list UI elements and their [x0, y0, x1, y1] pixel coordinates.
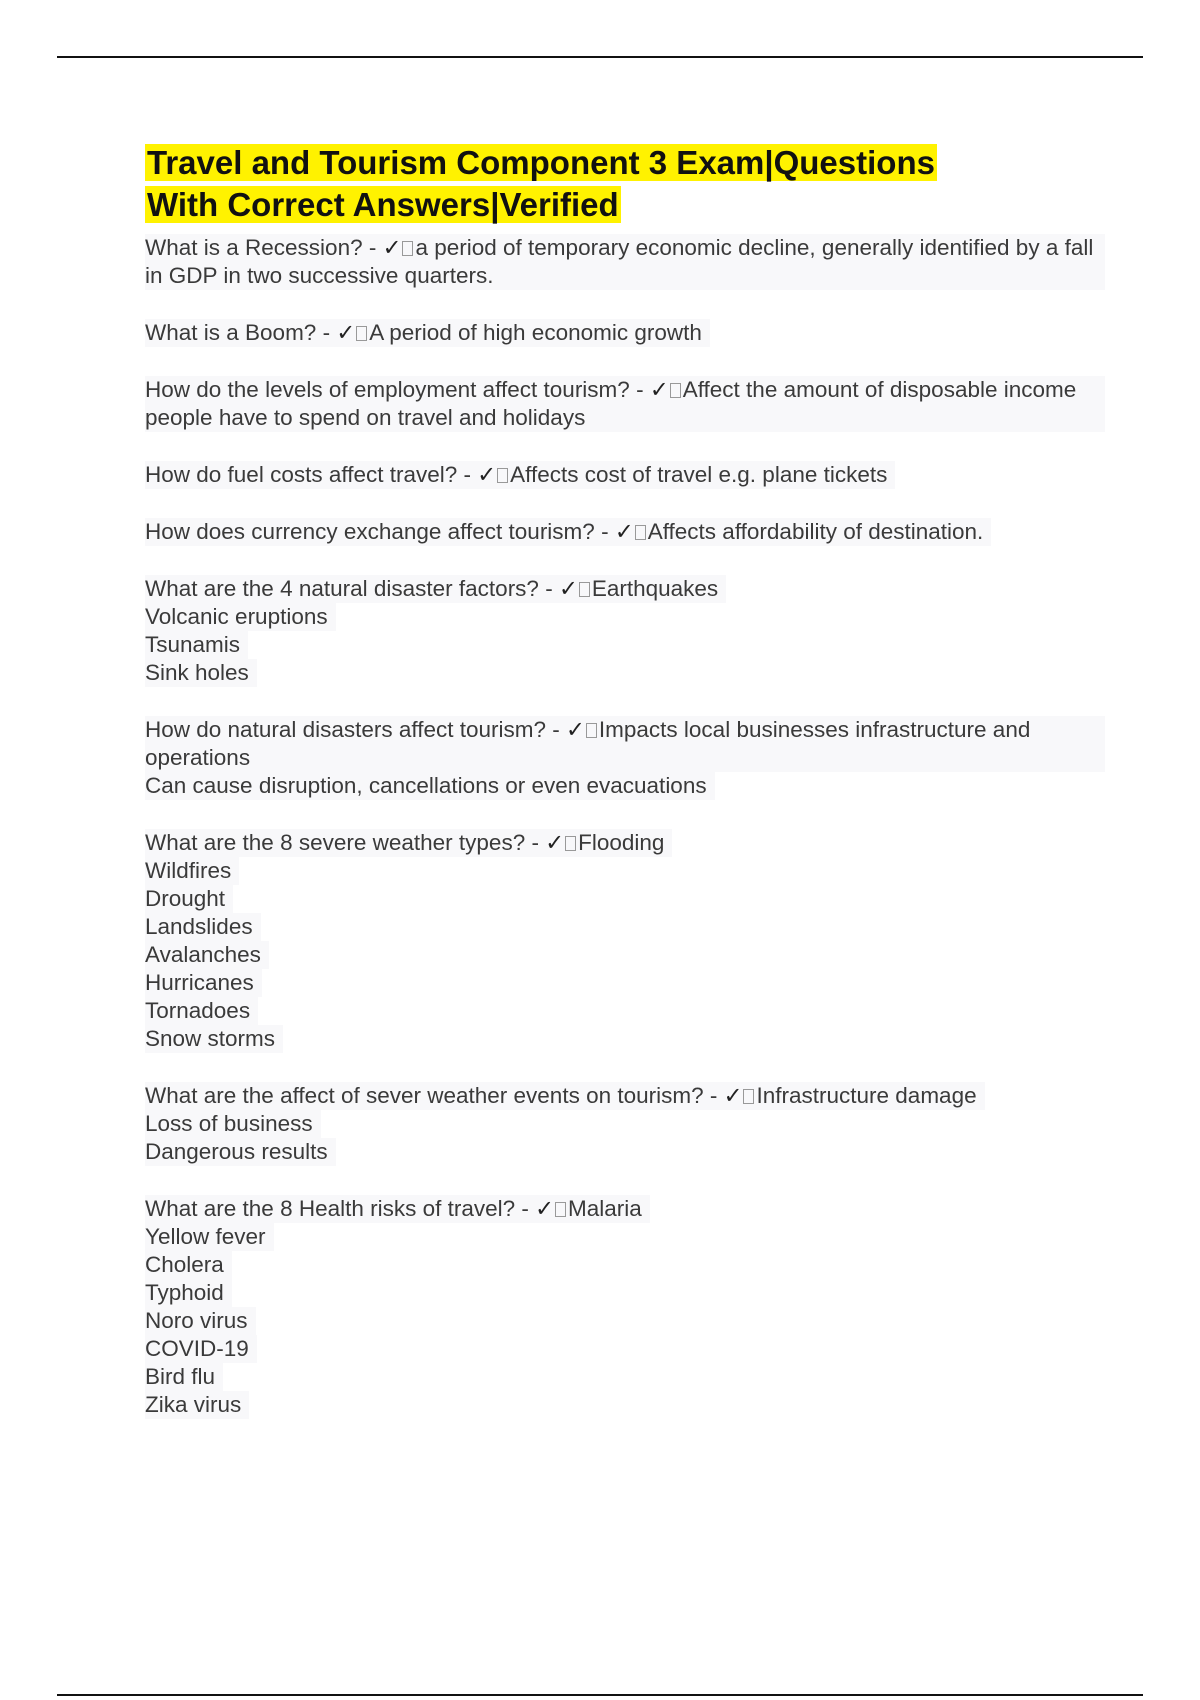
answer-line: Landslides [145, 913, 261, 941]
missing-glyph-icon [402, 241, 413, 256]
qa-line [145, 319, 710, 347]
answer-text: Malaria [568, 1196, 642, 1221]
qa-line [145, 1082, 985, 1110]
checkmark-icon: ✓ [649, 377, 669, 403]
answer-line: Can cause disruption, cancellations or even evacuations [145, 772, 715, 800]
answer-line: Bird flu [145, 1363, 223, 1391]
question-text: What is a Boom? [145, 320, 317, 345]
qa-line [145, 376, 1105, 432]
missing-glyph-icon [565, 836, 576, 851]
missing-glyph-icon [579, 582, 590, 597]
qa-line [145, 1195, 650, 1223]
separator: - [546, 717, 567, 742]
qa-item [145, 1082, 1105, 1166]
question-text: How does currency exchange affect tourism? [145, 519, 595, 544]
answer-text: Affects cost of travel e.g. plane tickets [510, 462, 888, 487]
answer-text: Infrastructure damage [756, 1083, 977, 1108]
question-text: What are the 8 Health risks of travel? [145, 1196, 516, 1221]
checkmark-icon: ✓ [723, 1083, 743, 1109]
answer-line: Sink holes [145, 659, 257, 687]
qa-item [145, 319, 1105, 347]
qa-item [145, 461, 1105, 489]
answer-text: Impacts local businesses infrastructure and operations [145, 717, 1031, 770]
separator: - [316, 320, 337, 345]
checkmark-icon: ✓ [614, 519, 634, 545]
separator: - [629, 377, 650, 402]
question-text: How do the levels of employment affect tourism? [145, 377, 630, 402]
question-text: What are the affect of sever weather events on tourism? [145, 1083, 704, 1108]
separator: - [457, 462, 478, 487]
missing-glyph-icon [497, 468, 508, 483]
qa-item [145, 575, 1105, 687]
qa-item [145, 716, 1105, 800]
question-text: How do natural disasters affect tourism? [145, 717, 547, 742]
separator: - [703, 1083, 724, 1108]
question-text: What are the 4 natural disaster factors? [145, 576, 539, 601]
separator: - [538, 576, 559, 601]
answer-text: Earthquakes [591, 576, 719, 601]
qa-line [145, 461, 895, 489]
answer-line: Tornadoes [145, 997, 258, 1025]
checkmark-icon: ✓ [558, 576, 578, 602]
separator: - [362, 235, 383, 260]
answer-text: A period of high economic growth [369, 320, 702, 345]
qa-list [145, 234, 1105, 1419]
title-line-2: With Correct Answers|Verified [147, 186, 619, 223]
qa-line [145, 716, 1105, 772]
answer-line: Cholera [145, 1251, 232, 1279]
checkmark-icon: ✓ [336, 320, 356, 346]
checkmark-icon: ✓ [545, 830, 565, 856]
answer-line: Wildfires [145, 857, 239, 885]
document-title [145, 142, 1105, 226]
answer-line: Volcanic eruptions [145, 603, 336, 631]
answer-text: a period of temporary economic decline, generally identified by a fall in GDP in two successive quarters. [145, 235, 1094, 288]
missing-glyph-icon [635, 525, 646, 540]
answer-text: Affects affordability of destination. [647, 519, 984, 544]
checkmark-icon: ✓ [477, 462, 497, 488]
missing-glyph-icon [555, 1202, 566, 1217]
answer-line: Dangerous results [145, 1138, 336, 1166]
answer-text: Affect the amount of disposable income people have to spend on travel and holidays [145, 377, 1077, 430]
qa-line [145, 518, 991, 546]
checkmark-icon: ✓ [566, 717, 585, 743]
question-text: How do fuel costs affect travel? [145, 462, 458, 487]
qa-item [145, 1195, 1105, 1419]
answer-line: Drought [145, 885, 233, 913]
title-line-1: Travel and Tourism Component 3 Exam|Questions [147, 144, 935, 181]
qa-item [145, 829, 1105, 1053]
bottom-rule [57, 1694, 1143, 1696]
missing-glyph-icon [586, 723, 597, 738]
separator: - [515, 1196, 536, 1221]
missing-glyph-icon [356, 326, 367, 341]
answer-line: Typhoid [145, 1279, 232, 1307]
answer-line: Noro virus [145, 1307, 256, 1335]
document-body [145, 142, 1105, 1448]
qa-item [145, 518, 1105, 546]
answer-line: Hurricanes [145, 969, 262, 997]
qa-line [145, 575, 726, 603]
checkmark-icon: ✓ [535, 1196, 555, 1222]
question-text: What is a Recession? [145, 235, 363, 260]
answer-line: Yellow fever [145, 1223, 274, 1251]
qa-item [145, 376, 1105, 432]
answer-line: Snow storms [145, 1025, 283, 1053]
qa-line [145, 829, 672, 857]
question-text: What are the 8 severe weather types? [145, 830, 526, 855]
qa-item [145, 234, 1105, 290]
answer-text: Flooding [578, 830, 665, 855]
separator: - [594, 519, 615, 544]
missing-glyph-icon [670, 383, 681, 398]
qa-line [145, 234, 1105, 290]
missing-glyph-icon [743, 1089, 754, 1104]
answer-line: COVID-19 [145, 1335, 257, 1363]
answer-line: Avalanches [145, 941, 269, 969]
answer-line: Loss of business [145, 1110, 321, 1138]
answer-line: Tsunamis [145, 631, 248, 659]
top-rule [57, 56, 1143, 58]
separator: - [525, 830, 546, 855]
answer-line: Zika virus [145, 1391, 249, 1419]
checkmark-icon: ✓ [382, 235, 402, 261]
